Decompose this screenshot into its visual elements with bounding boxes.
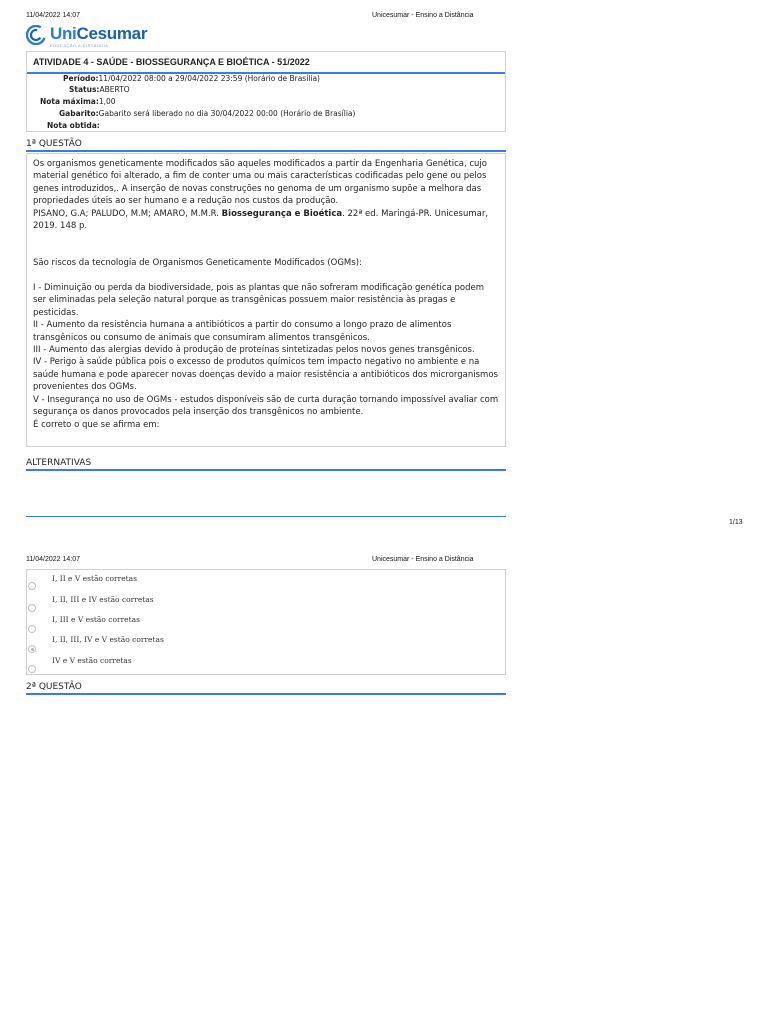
statement-item: II - Aumento da resistência humana a antibióticos a partir do consumo a longo prazo de alimentos transgênicos ou consumo de animais que consumiram alimentos transgênicos. (33, 320, 452, 343)
alternative-option-b[interactable] (27, 594, 505, 614)
radio-button[interactable] (28, 582, 36, 590)
logo-tagline: EDUCAÇÃO A DISTÂNCIA (50, 43, 109, 48)
page-number: 1/13 (729, 519, 743, 526)
alternative-option-a[interactable] (27, 573, 505, 593)
max-grade-row: Nota máxima:1,00 (40, 97, 116, 106)
alternative-label: I, II, III e IV estão corretas (52, 595, 154, 604)
radio-button-selected[interactable] (28, 645, 36, 653)
logo-mark-icon (26, 25, 46, 45)
alternative-label: IV e V estão corretas (52, 656, 132, 665)
period-row: Período:11/04/2022 08:00 a 29/04/2022 23:59 (Horário de Brasília) (63, 74, 320, 83)
activity-title: ATIVIDADE 4 - SAÚDE - BIOSSEGURANÇA E BIOÉTICA - 51/2022 (27, 52, 505, 74)
alternative-label: I, II e V estão corretas (52, 574, 137, 583)
alternative-label: I, III e V estão corretas (52, 615, 140, 624)
section-divider (26, 516, 506, 517)
print-date: 11/04/2022 14:07 (26, 556, 80, 563)
radio-button[interactable] (28, 665, 36, 673)
alternative-option-c[interactable] (27, 614, 505, 634)
alternative-option-e[interactable] (27, 655, 505, 675)
alternative-label: I, II, III, IV e V estão corretas (52, 635, 164, 644)
activity-info-panel (26, 51, 506, 132)
question-prompt: São riscos da tecnologia de Organismos Geneticamente Modificados (OGMs): (33, 258, 362, 269)
statement-item: V - Insegurança no uso de OGMs - estudos disponíveis são de curta duração tornando impossível avaliar com segurança os danos provocados pela inserção dos transgênicos no ambiente. (33, 394, 499, 418)
alternatives-heading: ALTERNATIVAS (26, 458, 506, 471)
grade-obtained-row: Nota obtida: (47, 121, 100, 130)
statement-item: I - Diminuição ou perda da biodiversidade, pois as plantas que não sofreram modificação genética podem ser eliminadas pela seleção natural porque as transgênicas possuem maior resistência às pragas e pesticidas. (33, 283, 484, 318)
question-1-heading: 1ª QUESTÃO (26, 139, 506, 152)
question-closing: É correto o que se afirma em: (33, 419, 160, 430)
question-reference: PISANO, G.A; PALUDO, M.M; AMARO, M.M.R. Biossegurança e Bioética. 22ª ed. Maringá-PR. Unicesumar, 2019. 148 p. (33, 208, 489, 232)
radio-button[interactable] (28, 604, 36, 612)
answer-key-row: Gabarito:Gabarito será liberado no dia 30/04/2022 00:00 (Horário de Brasília) (59, 109, 356, 118)
question-2-heading: 2ª QUESTÃO (26, 682, 506, 695)
print-date: 11/04/2022 14:07 (26, 12, 80, 19)
print-site-title: Unicesumar - Ensino a Distância (372, 12, 474, 19)
alternatives-list (26, 569, 506, 675)
radio-button[interactable] (28, 625, 36, 633)
status-row: Status:ABERTO (69, 85, 130, 94)
print-site-title: Unicesumar - Ensino a Distância (372, 556, 474, 563)
alternative-option-d[interactable] (27, 634, 505, 654)
statement-item: IV - Perigo à saúde pública pois o excesso de produtos químicos tem impacto negativo no ambiente e na saúde humana e pode aparecer novas doenças devido a maior resistência a antibióticos dos microrganismos provenientes dos OGMs. (33, 357, 498, 393)
logo-wordmark: UniCesumar (50, 24, 148, 43)
question-1-statement (26, 153, 506, 447)
statement-item: III - Aumento das alergias devido à produção de proteínas sintetizadas pelos novos genes transgênicos. (33, 345, 475, 356)
question-intro: Os organismos geneticamente modificados são aqueles modificados a partir da Engenharia Genética, cujo material genético foi alterado, a fim de conter uma ou mais características codificadas pelo gene ou pelos genes introduzidos,. A inserção de novas construções no genoma de um organismo supõe a melhora das propriedades úteis ao ser humano e a redução nos custos da produção. (33, 159, 487, 207)
